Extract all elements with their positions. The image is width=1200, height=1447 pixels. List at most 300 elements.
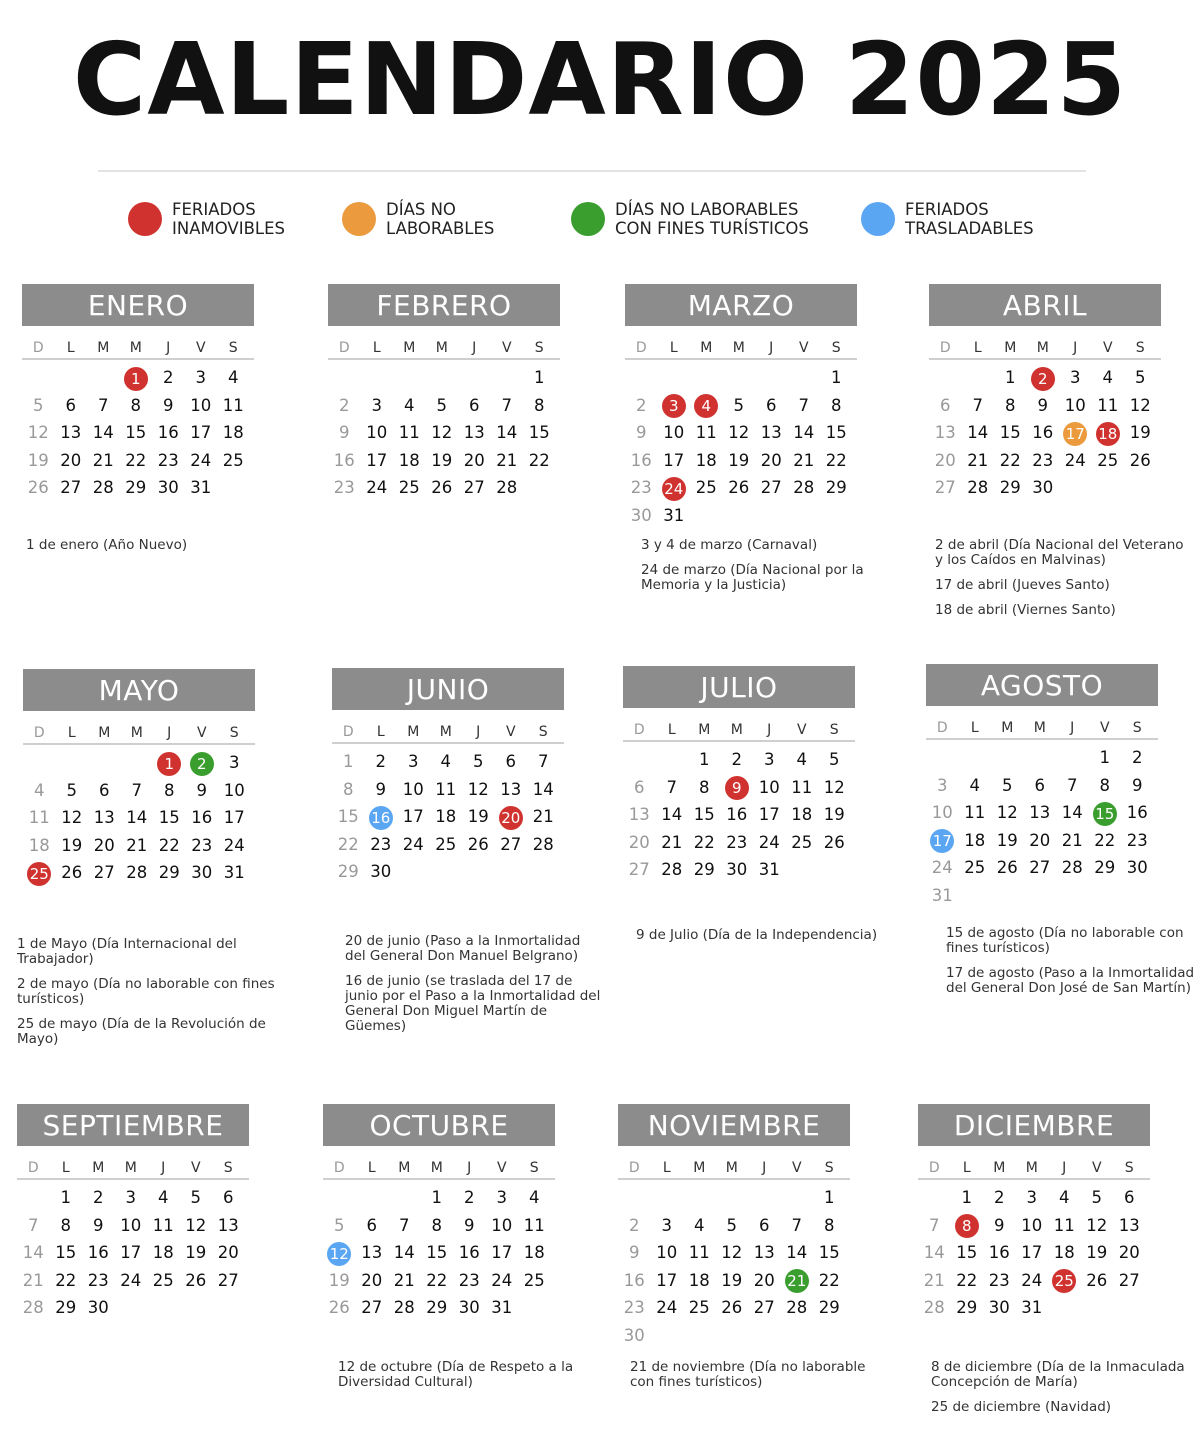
day-cell: 3 — [195, 368, 206, 387]
month-junio — [332, 668, 564, 886]
day-cell: 9 — [636, 423, 647, 443]
day-cell: 21 — [532, 807, 554, 827]
day-cell: 15 — [528, 423, 550, 443]
day-cell: 19 — [728, 450, 750, 470]
day-cell: 5 — [66, 780, 77, 800]
day-cell — [495, 803, 528, 831]
day-cell: 3 — [1070, 368, 1081, 387]
day-cell: 30 — [630, 505, 652, 525]
weekday-label: M — [130, 725, 143, 741]
day-grid — [332, 748, 564, 886]
day-cell: 9 — [339, 423, 350, 443]
weekday-label: S — [228, 340, 238, 356]
day-cell: 16 — [726, 805, 748, 825]
day-cell: 19 — [328, 1270, 350, 1290]
month-octubre — [323, 1104, 555, 1322]
day-cell: 12 — [431, 423, 453, 443]
day-cell: 24 — [190, 450, 212, 470]
day-cell: 20 — [463, 450, 485, 470]
month-header: DICIEMBRE — [918, 1104, 1150, 1146]
holiday-note: 3 y 4 de marzo (Carnaval) — [641, 537, 818, 553]
day-cell: 6 — [634, 777, 645, 797]
weekday-label: J — [467, 1160, 472, 1176]
day-cell: 29 — [818, 1298, 840, 1318]
empty-day-cell — [716, 1184, 749, 1212]
weekday-row — [22, 338, 254, 360]
day-cell: 7 — [98, 395, 109, 415]
day-cell: 19 — [823, 805, 845, 825]
day-cell: 11 — [435, 779, 457, 799]
weekday-label: V — [1099, 720, 1110, 736]
day-cell: 6 — [99, 780, 110, 800]
day-cell: 5 — [1135, 368, 1146, 387]
empty-day-cell — [658, 364, 691, 392]
day-cell: 14 — [22, 1243, 44, 1263]
month-header: JULIO — [623, 666, 855, 708]
day-cell: 26 — [728, 478, 750, 498]
weekday-label: M — [97, 340, 110, 356]
day-cell: 22 — [125, 450, 147, 470]
holiday-note: 2 de mayo (Día no laborable con fines turísticos) — [17, 976, 275, 1007]
holiday-note: 9 de Julio (Día de la Independencia) — [636, 927, 878, 943]
red-holiday-marker: 8 — [955, 1214, 979, 1238]
weekday-label: J — [1070, 720, 1075, 736]
day-cell: 16 — [157, 423, 179, 443]
weekday-label: D — [936, 720, 948, 736]
month-header: NOVIEMBRE — [618, 1104, 850, 1146]
weekday-label: V — [1091, 1160, 1102, 1176]
weekday-label: D — [633, 722, 645, 738]
day-cell: 7 — [131, 780, 142, 800]
day-cell: 24 — [223, 835, 245, 855]
day-cell: 19 — [185, 1243, 207, 1263]
day-cell: 20 — [753, 1270, 775, 1290]
weekday-label: V — [1102, 340, 1113, 356]
day-cell: 13 — [760, 423, 782, 443]
day-cell: 1 — [60, 1188, 71, 1207]
day-cell: 28 — [786, 1298, 808, 1318]
day-cell: 1 — [1099, 748, 1110, 767]
empty-day-cell — [991, 744, 1024, 772]
day-cell: 16 — [988, 1243, 1010, 1263]
day-cell: 22 — [693, 832, 715, 852]
day-cell: 14 — [126, 808, 148, 828]
legend-item-red — [128, 200, 285, 238]
day-cell: 11 — [28, 808, 50, 828]
day-cell — [153, 749, 186, 777]
day-cell: 23 — [630, 478, 652, 498]
day-cell: 6 — [1124, 1188, 1135, 1207]
weekday-row — [23, 723, 255, 745]
day-cell: 7 — [28, 1215, 39, 1235]
weekday-label: L — [67, 725, 76, 741]
day-cell: 3 — [125, 1188, 136, 1207]
day-cell: 29 — [158, 863, 180, 883]
day-cell: 26 — [1086, 1270, 1108, 1290]
day-cell: 8 — [60, 1215, 71, 1235]
day-grid — [918, 1184, 1150, 1322]
day-cell: 4 — [228, 368, 239, 387]
holiday-notes — [946, 926, 1200, 1006]
day-grid — [618, 1184, 850, 1350]
holiday-notes — [338, 1360, 598, 1400]
weekday-label: S — [534, 340, 544, 356]
red-holiday-marker: 3 — [662, 394, 686, 418]
empty-day-cell — [623, 746, 656, 774]
day-cell: 4 — [694, 1215, 705, 1235]
day-cell: 19 — [27, 450, 49, 470]
day-cell: 27 — [628, 860, 650, 880]
day-cell: 10 — [491, 1215, 513, 1235]
legend-label: DÍAS NO LABORABLES CON FINES TURÍSTICOS — [615, 200, 809, 238]
day-cell: 4 — [529, 1188, 540, 1207]
day-cell — [120, 364, 153, 392]
holiday-note: 15 de agosto (Día no laborable con fines turísticos) — [946, 925, 1184, 956]
day-cell: 14 — [786, 1243, 808, 1263]
day-cell: 13 — [500, 779, 522, 799]
day-cell: 10 — [656, 1243, 678, 1263]
day-cell: 21 — [496, 450, 518, 470]
weekday-label: D — [338, 340, 350, 356]
day-cell: 31 — [491, 1298, 513, 1318]
day-cell: 18 — [523, 1243, 545, 1263]
day-cell: 31 — [931, 885, 953, 905]
day-cell: 3 — [661, 1215, 672, 1235]
month-header: ENERO — [22, 284, 254, 326]
weekday-label: V — [796, 722, 807, 738]
day-cell: 20 — [628, 832, 650, 852]
weekday-label: S — [229, 725, 239, 741]
day-cell: 18 — [688, 1270, 710, 1290]
day-cell: 12 — [61, 808, 83, 828]
day-cell: 30 — [458, 1298, 480, 1318]
day-cell: 24 — [1064, 450, 1086, 470]
day-cell: 1 — [343, 752, 354, 771]
day-cell: 25 — [791, 832, 813, 852]
day-cell: 26 — [721, 1298, 743, 1318]
day-grid — [926, 744, 1158, 910]
day-cell: 30 — [1032, 478, 1054, 498]
day-cell: 26 — [467, 834, 489, 854]
weekday-label: M — [1036, 340, 1049, 356]
day-cell: 13 — [753, 1243, 775, 1263]
day-grid — [323, 1184, 555, 1322]
day-cell: 26 — [1129, 450, 1151, 470]
holiday-notes — [17, 937, 277, 1057]
day-cell: 20 — [361, 1270, 383, 1290]
day-cell: 10 — [366, 423, 388, 443]
weekday-label: D — [27, 1160, 39, 1176]
red-holiday-marker: 1 — [124, 367, 148, 391]
empty-day-cell — [723, 364, 756, 392]
day-cell: 26 — [27, 478, 49, 498]
day-cell: 9 — [464, 1215, 475, 1235]
day-cell: 27 — [93, 863, 115, 883]
weekday-label: M — [1001, 720, 1014, 736]
day-cell: 21 — [1061, 830, 1083, 850]
day-cell: 2 — [339, 395, 350, 415]
empty-day-cell — [88, 749, 121, 777]
weekday-label: M — [439, 724, 452, 740]
weekday-row — [929, 338, 1161, 360]
empty-day-cell — [393, 364, 426, 392]
weekday-label: D — [635, 340, 647, 356]
day-cell: 8 — [831, 395, 842, 415]
day-cell: 23 — [623, 1298, 645, 1318]
day-cell: 23 — [333, 478, 355, 498]
day-cell: 19 — [431, 450, 453, 470]
weekday-label: S — [538, 724, 548, 740]
day-cell: 23 — [191, 835, 213, 855]
day-cell: 15 — [818, 1243, 840, 1263]
day-cell: 8 — [824, 1215, 835, 1235]
day-cell: 13 — [934, 423, 956, 443]
day-cell: 12 — [823, 777, 845, 797]
weekday-label: S — [824, 1160, 834, 1176]
day-cell: 17 — [491, 1243, 513, 1263]
day-cell: 9 — [1132, 775, 1143, 795]
weekday-label: M — [732, 340, 745, 356]
day-cell: 23 — [726, 832, 748, 852]
day-cell: 25 — [398, 478, 420, 498]
day-cell: 19 — [996, 830, 1018, 850]
day-cell — [1048, 1267, 1081, 1295]
weekday-label: D — [628, 1160, 640, 1176]
red-holiday-marker: 20 — [499, 806, 523, 830]
day-cell: 9 — [1037, 395, 1048, 415]
day-cell: 21 — [967, 450, 989, 470]
day-cell: 2 — [375, 752, 386, 771]
holiday-note: 1 de enero (Año Nuevo) — [26, 537, 188, 553]
day-cell: 25 — [688, 1298, 710, 1318]
holiday-notes — [641, 538, 901, 603]
day-cell: 12 — [721, 1243, 743, 1263]
day-cell: 1 — [831, 368, 842, 387]
day-cell — [951, 1212, 984, 1240]
day-cell: 28 — [22, 1298, 44, 1318]
day-cell: 26 — [996, 858, 1018, 878]
weekday-label: V — [791, 1160, 802, 1176]
weekday-label: L — [61, 1160, 70, 1176]
weekday-label: S — [223, 1160, 233, 1176]
day-cell: 20 — [934, 450, 956, 470]
day-cell: 24 — [120, 1270, 142, 1290]
weekday-label: J — [1073, 340, 1078, 356]
red-holiday-marker: 24 — [662, 477, 686, 501]
day-cell: 14 — [393, 1243, 415, 1263]
day-cell: 5 — [726, 1215, 737, 1235]
day-cell: 12 — [467, 779, 489, 799]
day-cell: 26 — [431, 478, 453, 498]
weekday-label: J — [166, 340, 171, 356]
empty-day-cell — [959, 744, 992, 772]
day-cell: 10 — [402, 779, 424, 799]
weekday-row — [323, 1158, 555, 1180]
day-cell: 15 — [55, 1243, 77, 1263]
holiday-notes — [26, 538, 286, 563]
month-abril — [929, 284, 1161, 502]
day-grid — [623, 746, 855, 884]
day-cell: 24 — [656, 1298, 678, 1318]
day-cell: 20 — [217, 1243, 239, 1263]
day-cell: 17 — [366, 450, 388, 470]
holiday-note: 17 de abril (Jueves Santo) — [935, 577, 1110, 593]
month-header: AGOSTO — [926, 664, 1158, 706]
day-cell: 4 — [796, 750, 807, 769]
weekday-label: J — [167, 725, 172, 741]
weekday-label: L — [667, 722, 676, 738]
legend-dot-icon — [128, 202, 162, 236]
day-cell: 9 — [375, 779, 386, 799]
day-cell: 22 — [158, 835, 180, 855]
day-cell: 10 — [120, 1215, 142, 1235]
weekday-label: J — [762, 1160, 767, 1176]
day-cell: 11 — [398, 423, 420, 443]
weekday-label: M — [124, 1160, 137, 1176]
day-cell: 6 — [223, 1188, 234, 1207]
day-cell: 29 — [825, 478, 847, 498]
green-holiday-marker: 2 — [190, 752, 214, 776]
day-cell: 22 — [818, 1270, 840, 1290]
day-cell: 22 — [426, 1270, 448, 1290]
day-cell: 26 — [61, 863, 83, 883]
day-cell: 8 — [534, 395, 545, 415]
day-cell: 9 — [994, 1215, 1005, 1235]
day-cell: 25 — [1097, 450, 1119, 470]
weekday-label: V — [496, 1160, 507, 1176]
weekday-label: L — [372, 340, 381, 356]
empty-day-cell — [87, 364, 120, 392]
day-cell: 4 — [158, 1188, 169, 1207]
weekday-label: M — [98, 725, 111, 741]
day-cell: 20 — [60, 450, 82, 470]
weekday-label: L — [376, 724, 385, 740]
day-cell — [690, 392, 723, 420]
empty-day-cell — [361, 364, 394, 392]
empty-day-cell — [458, 364, 491, 392]
day-cell: 10 — [758, 777, 780, 797]
day-cell: 1 — [961, 1188, 972, 1207]
day-grid — [625, 364, 857, 530]
day-cell — [365, 803, 398, 831]
day-cell: 3 — [229, 753, 240, 772]
day-cell: 11 — [1053, 1215, 1075, 1235]
day-cell: 6 — [366, 1215, 377, 1235]
weekday-label: V — [501, 340, 512, 356]
day-cell: 5 — [733, 395, 744, 415]
day-cell: 15 — [337, 807, 359, 827]
day-cell: 28 — [793, 478, 815, 498]
weekday-label: M — [435, 340, 448, 356]
day-grid — [328, 364, 560, 502]
month-julio — [623, 666, 855, 884]
day-cell: 28 — [126, 863, 148, 883]
day-cell: 11 — [1097, 395, 1119, 415]
day-cell: 14 — [793, 423, 815, 443]
day-cell: 13 — [628, 805, 650, 825]
month-header: OCTUBRE — [323, 1104, 555, 1146]
day-cell: 20 — [93, 835, 115, 855]
day-cell: 11 — [523, 1215, 545, 1235]
day-cell: 10 — [1021, 1215, 1043, 1235]
day-cell: 10 — [663, 423, 685, 443]
day-grid — [17, 1184, 249, 1322]
weekday-label: L — [970, 720, 979, 736]
day-cell: 13 — [93, 808, 115, 828]
day-cell: 23 — [1126, 830, 1148, 850]
day-cell: 24 — [931, 858, 953, 878]
day-cell: 29 — [426, 1298, 448, 1318]
weekday-label: S — [1135, 340, 1145, 356]
day-cell: 7 — [929, 1215, 940, 1235]
weekday-row — [623, 720, 855, 742]
day-cell: 6 — [505, 752, 516, 771]
day-cell: 19 — [467, 807, 489, 827]
day-cell — [1089, 799, 1122, 827]
day-cell: 19 — [1086, 1243, 1108, 1263]
empty-day-cell — [121, 749, 154, 777]
day-cell: 22 — [55, 1270, 77, 1290]
weekday-label: J — [472, 340, 477, 356]
day-cell: 24 — [758, 832, 780, 852]
day-cell: 17 — [223, 808, 245, 828]
day-cell: 10 — [931, 803, 953, 823]
holiday-note: 18 de abril (Viernes Santo) — [935, 602, 1116, 618]
weekday-label: J — [1062, 1160, 1067, 1176]
holiday-note: 2 de abril (Día Nacional del Veterano y los Caídos en Malvinas) — [935, 537, 1184, 568]
holiday-note: 25 de diciembre (Navidad) — [931, 1399, 1112, 1415]
day-cell: 2 — [731, 750, 742, 769]
red-holiday-marker: 9 — [725, 776, 749, 800]
day-cell: 12 — [185, 1215, 207, 1235]
empty-day-cell — [918, 1184, 951, 1212]
day-cell: 1 — [431, 1188, 442, 1207]
day-cell: 13 — [1118, 1215, 1140, 1235]
holiday-notes — [630, 1360, 890, 1400]
holiday-notes — [345, 934, 605, 1062]
day-cell: 16 — [458, 1243, 480, 1263]
weekday-label: D — [33, 725, 45, 741]
red-holiday-marker: 2 — [1031, 367, 1055, 391]
weekday-label: L — [662, 1160, 671, 1176]
day-cell: 30 — [726, 860, 748, 880]
holiday-note: 20 de junio (Paso a la Inmortalidad del General Don Manuel Belgrano) — [345, 933, 581, 964]
day-grid — [22, 364, 254, 502]
red-holiday-marker: 25 — [1052, 1269, 1076, 1293]
day-cell: 15 — [693, 805, 715, 825]
day-cell — [926, 827, 959, 855]
day-cell: 16 — [623, 1270, 645, 1290]
weekday-label: M — [993, 1160, 1006, 1176]
page-title: CALENDARIO 2025 — [72, 21, 1128, 138]
empty-day-cell — [388, 1184, 421, 1212]
day-cell: 27 — [753, 1298, 775, 1318]
day-cell: 7 — [538, 752, 549, 771]
day-cell: 27 — [1118, 1270, 1140, 1290]
day-cell: 17 — [663, 450, 685, 470]
weekday-row — [625, 338, 857, 360]
day-cell: 17 — [656, 1270, 678, 1290]
day-cell: 11 — [222, 395, 244, 415]
day-cell: 21 — [393, 1270, 415, 1290]
weekday-label: M — [725, 1160, 738, 1176]
day-cell: 24 — [366, 478, 388, 498]
empty-day-cell — [426, 364, 459, 392]
empty-day-cell — [23, 749, 56, 777]
day-cell — [186, 749, 219, 777]
holiday-note: 25 de mayo (Día de la Revolución de Mayo) — [17, 1016, 266, 1047]
weekday-row — [618, 1158, 850, 1180]
